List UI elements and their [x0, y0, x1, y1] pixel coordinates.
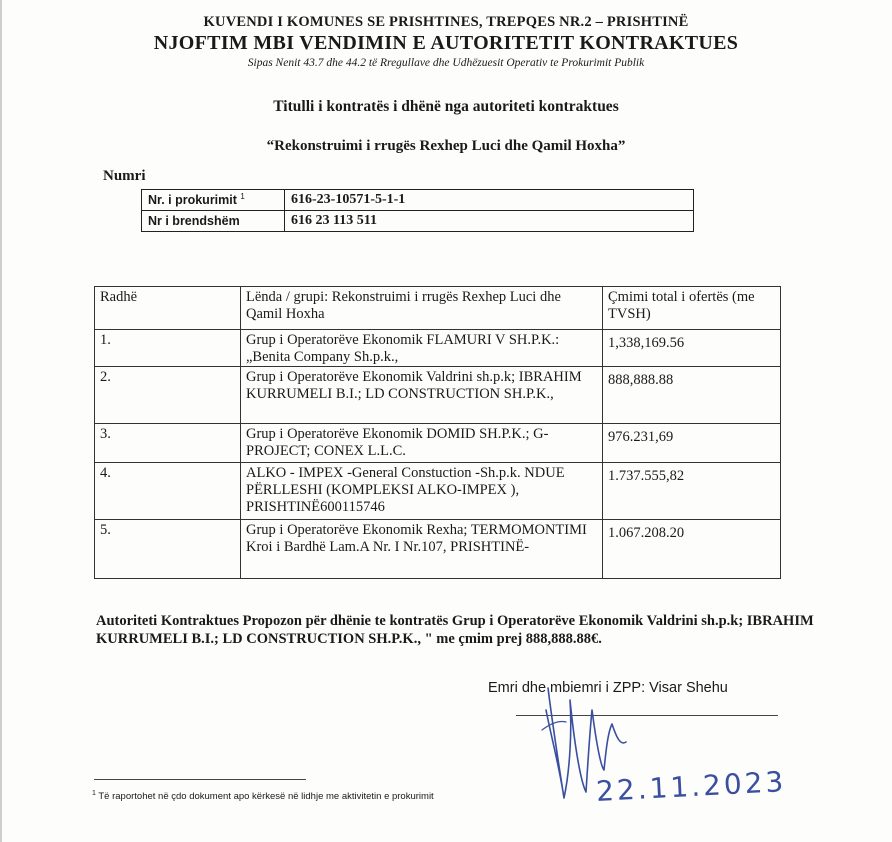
internal-number-label: Nr i brendshëm [142, 211, 285, 232]
procurement-number-table [141, 189, 694, 232]
row-price: 976.231,69 [603, 424, 781, 463]
row-price: 1,338,169.56 [603, 330, 781, 367]
table-row [95, 330, 781, 367]
zpp-name: Emri dhe mbiemri i ZPP: Visar Shehu [488, 680, 728, 696]
row-rank: 5. [95, 520, 241, 579]
footnote: $^1$ Të raportohet në çdo dokument apo kërkesë në lidhje me aktivitetin e prokurimit [92, 790, 434, 803]
contract-title-label: Titulli i kontratës i dhënë nga autoriteti kontraktues [273, 98, 619, 115]
page-edge [0, 0, 2, 842]
footnote-separator [94, 779, 306, 780]
row-price: 1.067.208.20 [603, 520, 781, 579]
row-price: 1.737.555,82 [603, 463, 781, 520]
institution-header: KUVENDI I KOMUNES SE PRISHTINES, TREPQES NR.2 – PRISHTINË [203, 14, 689, 30]
signature-date: 22.11.2023 [595, 765, 788, 808]
table-row [95, 424, 781, 463]
row-operator: Grup i Operatorëve Ekonomik FLAMURI V SH.P.K.: „Benita Company Sh.p.k., [241, 330, 603, 367]
contract-title: “Rekonstruimi i rrugës Rexhep Luci dhe Qamil Hoxha” [266, 138, 626, 154]
row-price: 888,888.88 [603, 367, 781, 424]
table-row [95, 463, 781, 520]
header-rank: Radhë [95, 287, 241, 330]
row-rank: 3. [95, 424, 241, 463]
row-rank: 1. [95, 330, 241, 367]
award-proposal: Autoriteti Kontraktues Propozon për dhënie te kontratës Grup i Operatorëve Ekonomik Valdrini sh.p.k; IBRAHIM KURRUMELI B.I.; LD CONSTRUCTION SH.P.K., " me çmim prej 888,888.88€. [96, 613, 814, 647]
header-price: Çmimi total i ofertës (me TVSH) [603, 287, 781, 330]
row-operator: Grup i Operatorëve Ekonomik Rexha; TERMOMONTIMI Kroi i Bardhë Lam.A Nr. I Nr.107, PRISHTINË- [241, 520, 603, 579]
offers-table [94, 286, 781, 579]
table-row [95, 367, 781, 424]
procurement-number-value: 616-23-10571-5-1-1 [285, 190, 694, 211]
header-subject: Lënda / grupi: Rekonstruimi i rrugës Rexhep Luci dhe Qamil Hoxha [241, 287, 603, 330]
row-operator: ALKO - IMPEX -General Constuction -Sh.p.k. NDUE PËRLLESHI (KOMPLEKSI ALKO-IMPEX ), PRISHTINË600115746 [241, 463, 603, 520]
numri-label: Numri [103, 168, 146, 184]
row-operator: Grup i Operatorëve Ekonomik DOMID SH.P.K.; G-PROJECT; CONEX L.L.C. [241, 424, 603, 463]
table-header-row [95, 287, 781, 330]
procurement-number-label: Nr. i prokurimit $^1$ [142, 190, 285, 211]
internal-number-value: 616 23 113 511 [285, 211, 694, 232]
table-row [95, 520, 781, 579]
notice-title: NJOFTIM MBI VENDIMIN E AUTORITETIT KONTRAKTUES [153, 32, 739, 54]
row-rank: 2. [95, 367, 241, 424]
legal-basis: Sipas Nenit 43.7 dhe 44.2 të Rregullave dhe Udhëzuesit Operativ te Prokurimit Publik [247, 57, 645, 69]
row-rank: 4. [95, 463, 241, 520]
row-operator: Grup i Operatorëve Ekonomik Valdrini sh.p.k; IBRAHIM KURRUMELI B.I.; LD CONSTRUCTION SH.P.K., [241, 367, 603, 424]
